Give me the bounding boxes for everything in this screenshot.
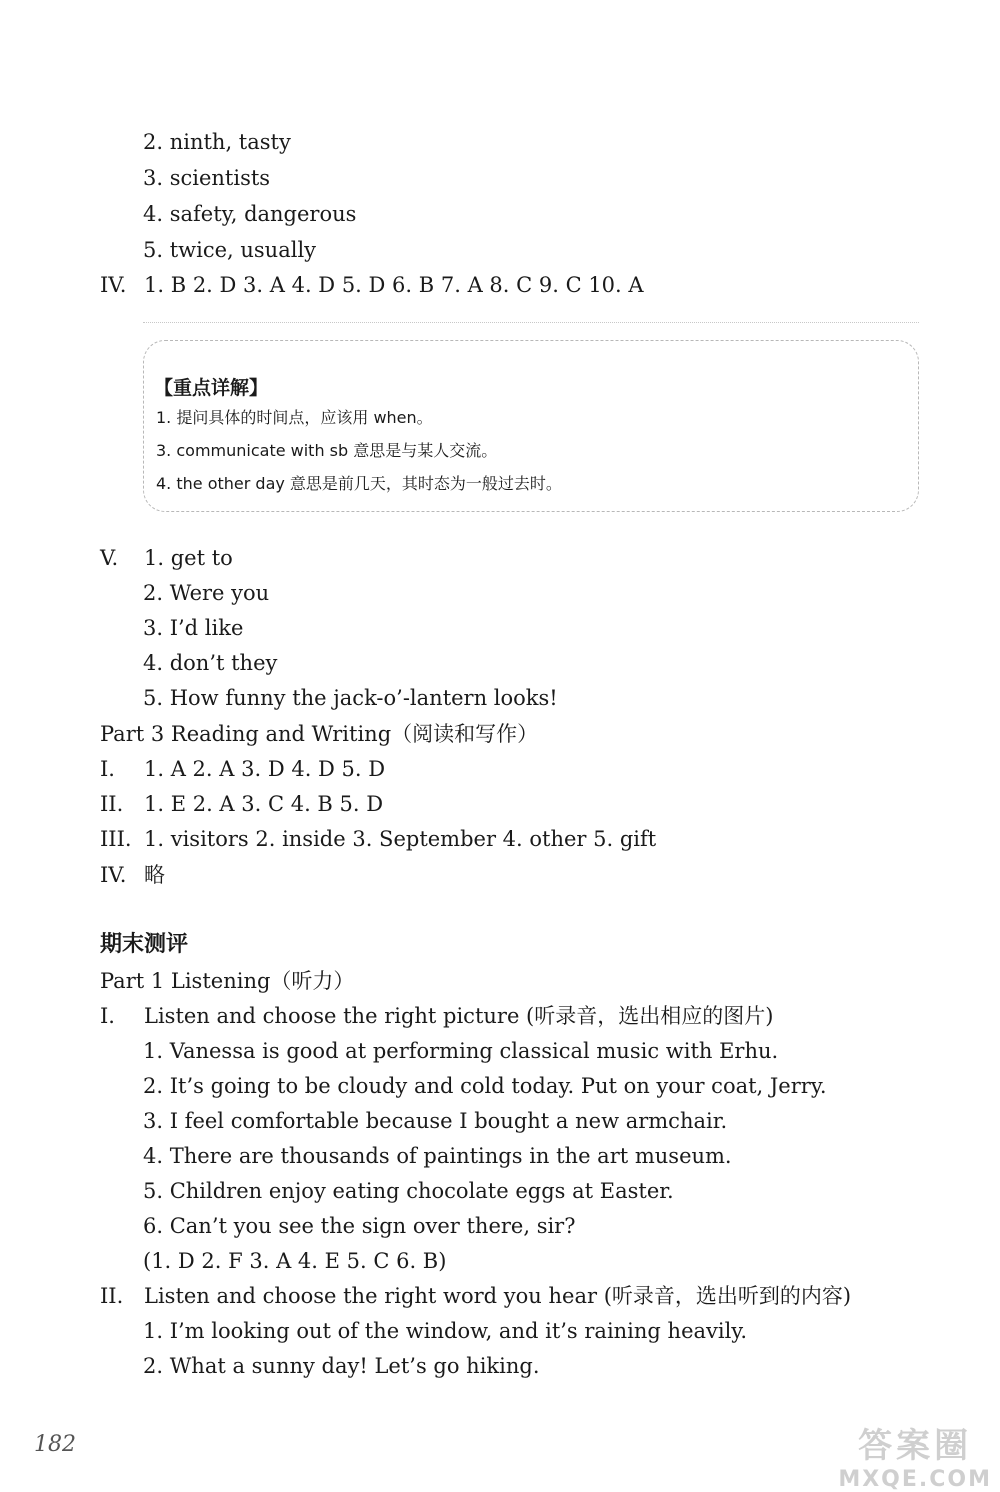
- answer-line: 3. I’d like: [143, 616, 244, 640]
- part3-row: [100, 829, 656, 850]
- section-text: 1. visitors 2. inside 3. September 4. other 5. gift: [144, 827, 657, 851]
- callout-line: 4. the other day 意思是前几天，其时态为一般过去时。: [156, 474, 562, 493]
- callout-title: 【重点详解】: [154, 377, 269, 399]
- section-label: II.: [100, 1284, 124, 1308]
- part1-title: Part 1 Listening（听力）: [100, 969, 355, 993]
- callout-line: 3. communicate with sb 意思是与某人交流。: [156, 441, 498, 460]
- answer-line: 4. safety, dangerous: [143, 202, 357, 226]
- callout-line: 1. 提问具体的时间点，应该用 when。: [156, 408, 433, 427]
- part3-row: [100, 794, 383, 815]
- page-number: 182: [34, 1432, 76, 1457]
- divider: [143, 322, 919, 323]
- part3-row: [100, 865, 165, 886]
- part3-row: [100, 759, 385, 780]
- answer-line: 2. Were you: [143, 581, 270, 605]
- listening-item: 5. Children enjoy eating chocolate eggs at Easter.: [143, 1179, 674, 1203]
- answer-line: 2. ninth, tasty: [143, 130, 291, 154]
- section-text: Listen and choose the right picture (听录音，选出相应的图片): [144, 1004, 774, 1028]
- listening-item: 1. Vanessa is good at performing classical music with Erhu.: [143, 1039, 779, 1063]
- sec1-prompt: [100, 1006, 773, 1027]
- watermark-logo: [838, 1418, 992, 1492]
- section-label: II.: [100, 792, 124, 816]
- section-text: 1. E 2. A 3. C 4. B 5. D: [144, 792, 384, 816]
- answer-line: 3. scientists: [143, 166, 271, 190]
- section-label: V.: [100, 546, 119, 570]
- sec2-prompt: [100, 1286, 851, 1307]
- listening-item: 4. There are thousands of paintings in the art museum.: [143, 1144, 732, 1168]
- section-label: IV.: [100, 273, 127, 297]
- section-v-label: [100, 548, 233, 569]
- watermark-url: MXQE.COM: [838, 1467, 992, 1492]
- answer-line: 1. get to: [144, 546, 233, 570]
- section-label: IV.: [100, 863, 127, 887]
- answer-line: 5. twice, usually: [143, 238, 317, 262]
- answer-line: 5. How funny the jack-o’-lantern looks!: [143, 686, 558, 710]
- section-label: III.: [100, 827, 132, 851]
- listening-item: 3. I feel comfortable because I bought a new armchair.: [143, 1109, 728, 1133]
- answer-line: 4. don’t they: [143, 651, 278, 675]
- final-title: 期末测评: [100, 932, 189, 957]
- section-text: Listen and choose the right word you hear (听录音，选出听到的内容): [144, 1284, 852, 1308]
- listening-item: 2. It’s going to be cloudy and cold today. Put on your coat, Jerry.: [143, 1074, 827, 1098]
- section-text: 1. A 2. A 3. D 4. D 5. D: [144, 757, 386, 781]
- section-label: I.: [100, 757, 115, 781]
- section-text: 1. B 2. D 3. A 4. D 5. D 6. B 7. A 8. C 9. C 10. A: [144, 273, 644, 297]
- section-text: 略: [144, 863, 165, 887]
- part3-title: Part 3 Reading and Writing（阅读和写作）: [100, 722, 539, 746]
- watermark-text: 答案圈: [858, 1426, 973, 1466]
- answer-key: (1. D 2. F 3. A 4. E 5. C 6. B): [143, 1249, 447, 1273]
- key-points-callout: [143, 340, 919, 512]
- listening-item: 2. What a sunny day! Let’s go hiking.: [143, 1354, 540, 1378]
- section-iv-answers: [100, 275, 644, 296]
- listening-item: 1. I’m looking out of the window, and it’s raining heavily.: [143, 1319, 748, 1343]
- listening-item: 6. Can’t you see the sign over there, sir?: [143, 1214, 576, 1238]
- section-label: I.: [100, 1004, 115, 1028]
